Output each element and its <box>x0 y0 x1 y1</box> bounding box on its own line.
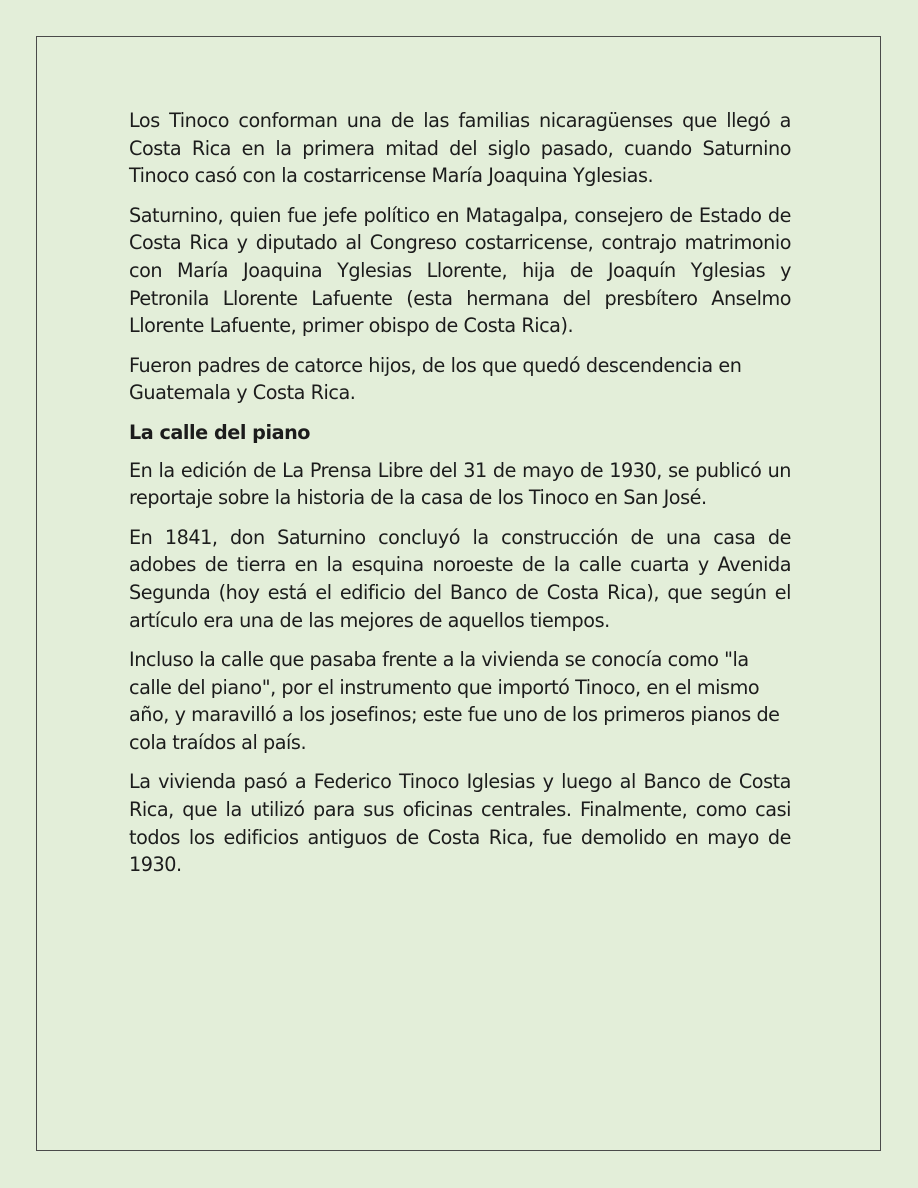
page-border <box>36 36 881 1151</box>
paragraph-3: Fueron padres de catorce hijos, de los que quedó descendencia en Guatemala y Costa Rica. <box>129 353 742 405</box>
paragraph-2: Saturnino, quien fue jefe político en Matagalpa, consejero de Estado de Costa Rica y diputado al Congreso costarricense, contrajo matrimonio con María Joaquina Yglesias Llorente, hija de Joaquín Yglesias y Petronila Llorente Lafuente (esta hermana del presbítero Anselmo Llorente Lafuente, primer obispo de Costa Rica). <box>129 203 791 338</box>
section-heading: La calle del piano <box>129 420 311 444</box>
paragraph-1: Los Tinoco conforman una de las familias nicaragüenses que llegó a Costa Rica en la primera mitad del siglo pasado, cuando Saturnino Tinoco casó con la costarricense María Joaquina Yglesias. <box>129 109 791 188</box>
paragraph-5: En 1841, don Saturnino concluyó la construcción de una casa de adobes de tierra en la esquina noroeste de la calle cuarta y Avenida Segunda (hoy está el edificio del Banco de Costa Rica), que según el artículo era una de las mejores de aquellos tiempos. <box>129 525 791 632</box>
document-body <box>129 107 791 891</box>
paragraph-7: La vivienda pasó a Federico Tinoco Iglesias y luego al Banco de Costa Rica, que la utilizó para sus oficinas centrales. Finalmente, como casi todos los edificios antiguos de Costa Rica, fue demolido en mayo de 1930. <box>129 770 791 877</box>
paragraph-6: Incluso la calle que pasaba frente a la vivienda se conocía como "la calle del piano", por el instrumento que importó Tinoco, en el mismo año, y maravilló a los josefinos; este fue uno de los primeros pianos de cola traídos al país. <box>129 648 780 754</box>
paragraph-4: En la edición de La Prensa Libre del 31 de mayo de 1930, se publicó un reportaje sobre la historia de la casa de los Tinoco en San José. <box>129 458 791 510</box>
